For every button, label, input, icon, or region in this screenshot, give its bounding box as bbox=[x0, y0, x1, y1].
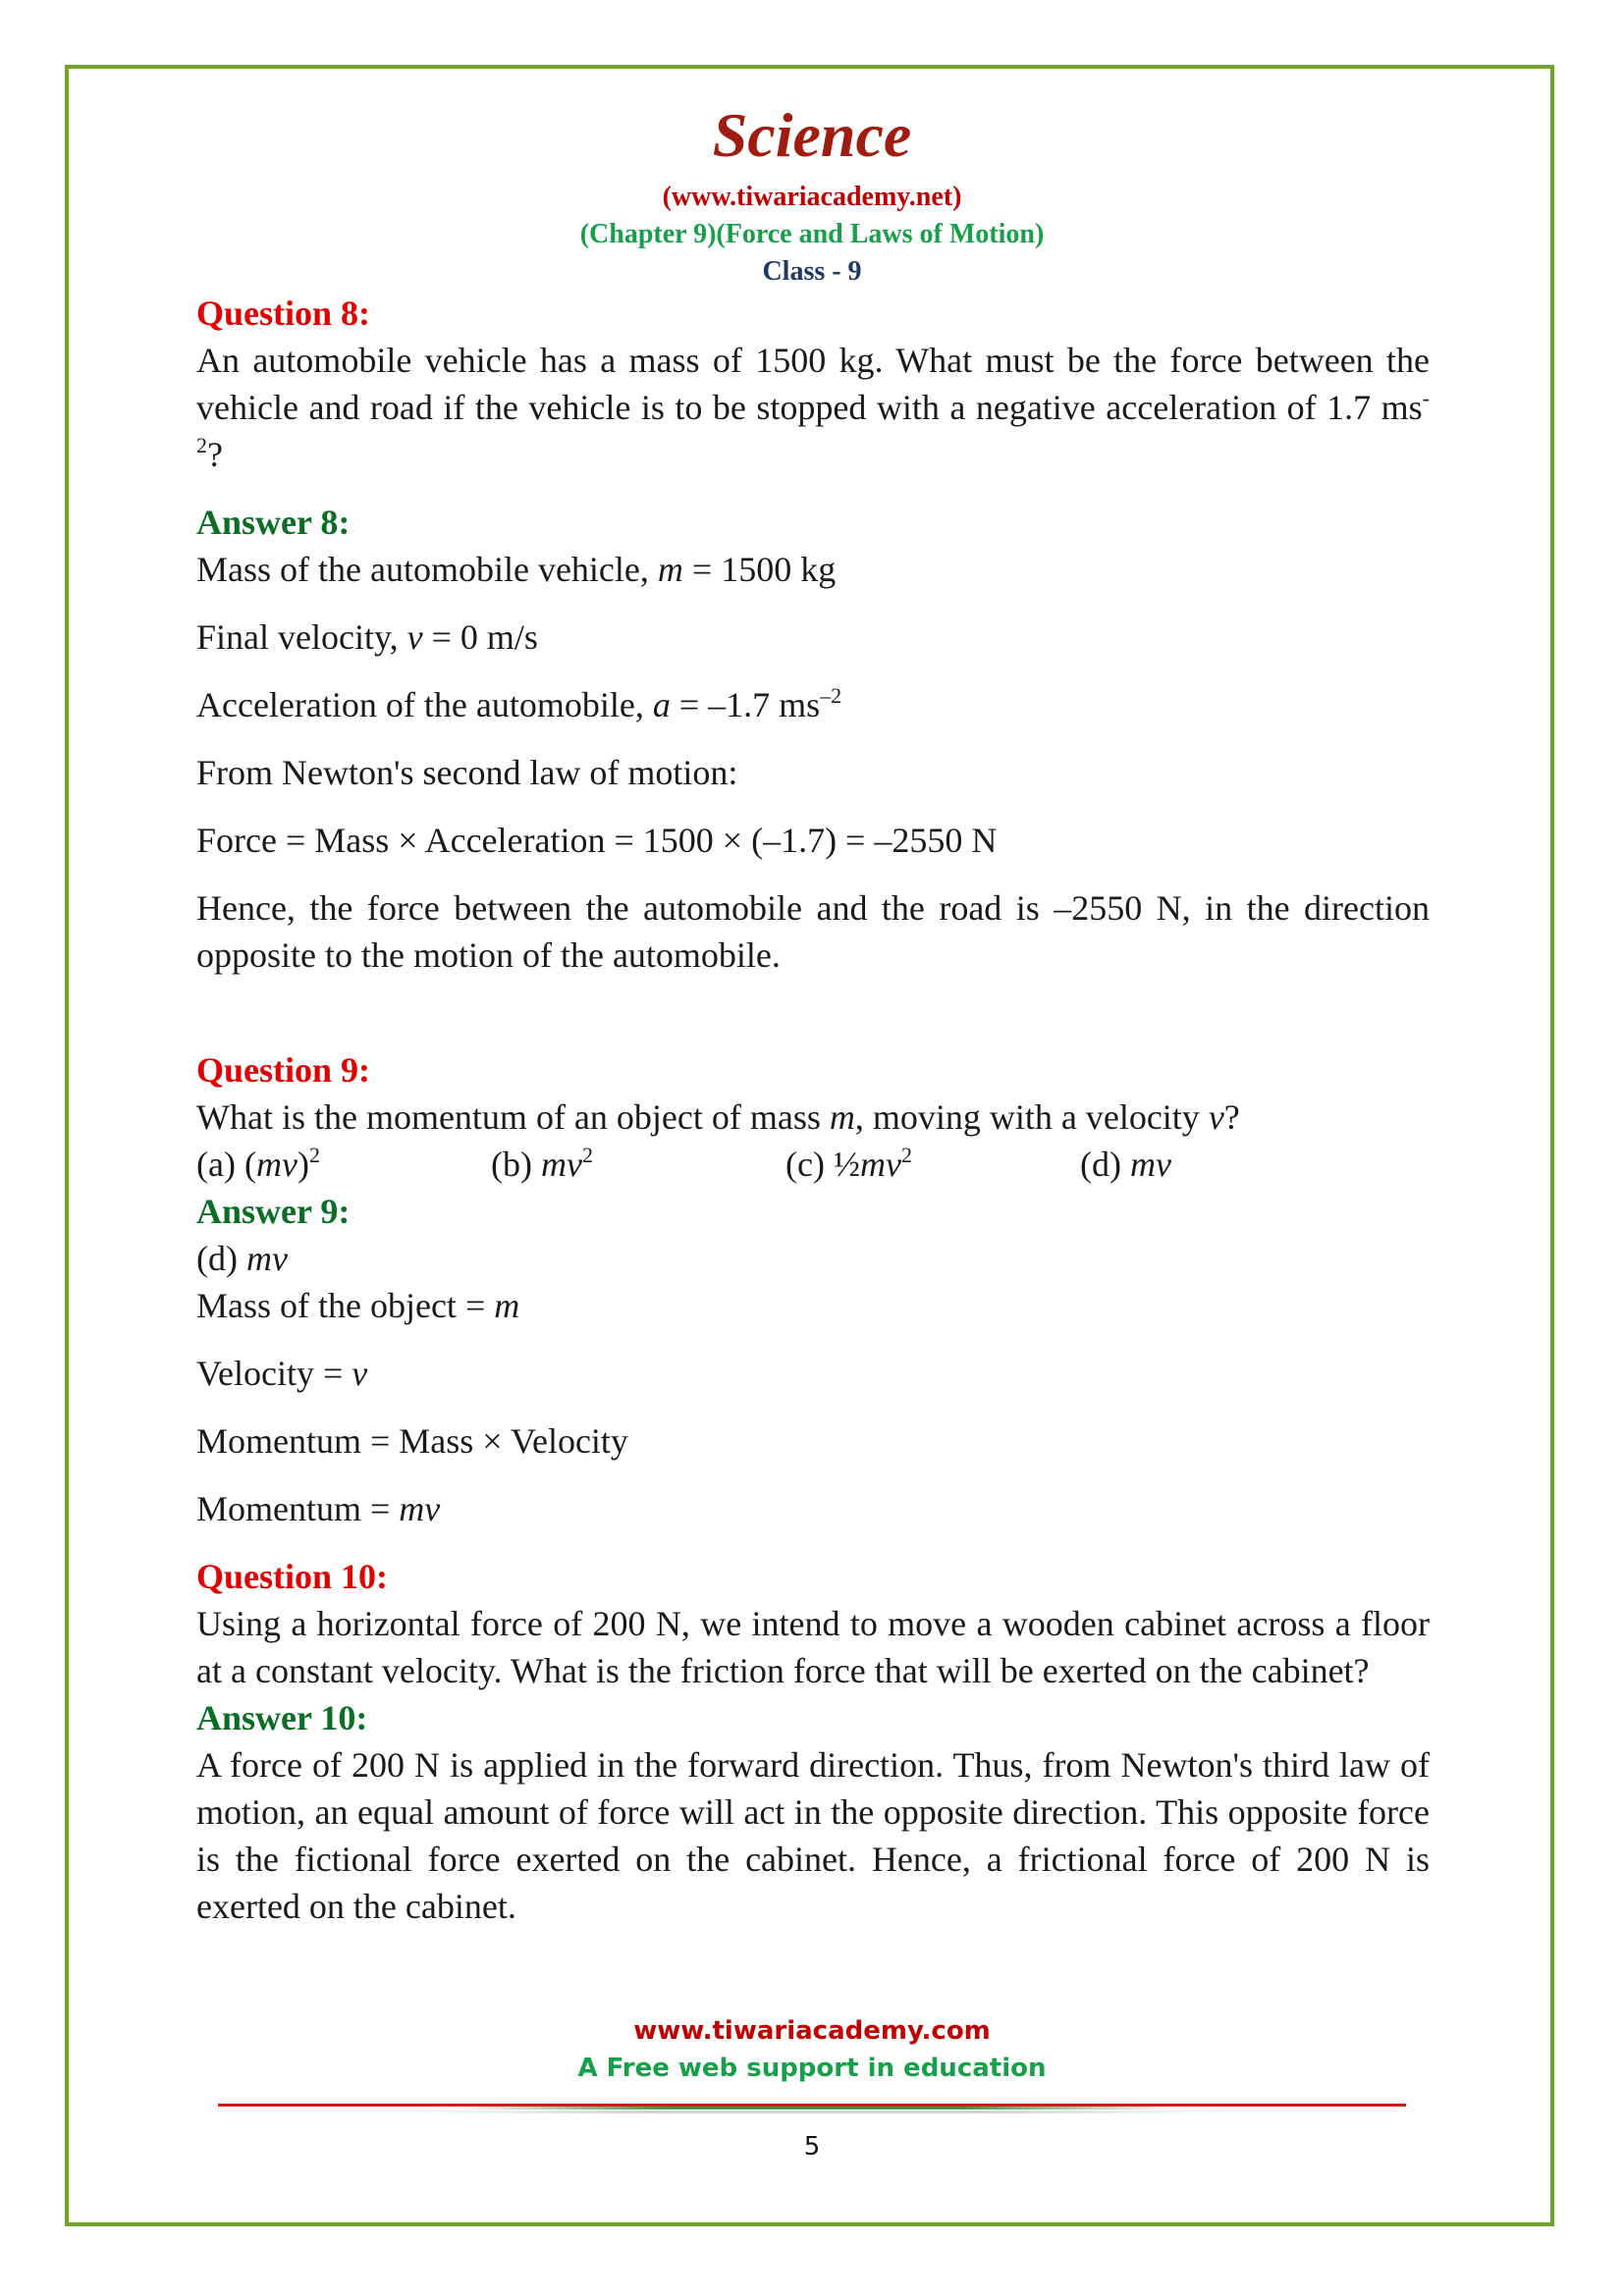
footer-site: www.tiwariacademy.com bbox=[633, 2016, 991, 2046]
answer-9-choice: (d) mv bbox=[196, 1239, 288, 1278]
question-10-text: Using a horizontal force of 200 N, we intend to move a wooden cabinet across a floor at a constant velocity. What is the friction force that will be exerted on the cabinet? bbox=[196, 1604, 1430, 1690]
answer-9-velocity: Velocity = v bbox=[196, 1354, 368, 1393]
page-title: Science bbox=[712, 100, 912, 170]
page-header bbox=[0, 98, 1624, 291]
header-class: Class - 9 bbox=[762, 256, 862, 287]
question-10-label: Question 10: bbox=[196, 1557, 389, 1596]
answer-10-text: A force of 200 N is applied in the forward direction. Thus, from Newton's third law of motion, an equal amount of force will act in the opposite direction. This opposite force is the fictional force exerted on the cabinet. Hence, a frictional force of 200 N is exerted on the cabinet. bbox=[196, 1745, 1430, 1926]
question-8-label: Question 8: bbox=[196, 294, 371, 333]
question-9-options bbox=[196, 1141, 1430, 1188]
header-chapter: (Chapter 9)(Force and Laws of Motion) bbox=[579, 219, 1045, 249]
main-content bbox=[196, 290, 1430, 1930]
footer-tagline: A Free web support in education bbox=[577, 2054, 1047, 2083]
answer-9-mass: Mass of the object = m bbox=[196, 1286, 520, 1325]
question-9-label: Question 9: bbox=[196, 1050, 371, 1090]
answer-8-velocity: Final velocity, v = 0 m/s bbox=[196, 617, 538, 657]
option-d: (d) mv bbox=[1080, 1145, 1171, 1184]
question-9-text: What is the momentum of an object of mass m, moving with a velocity v? bbox=[196, 1097, 1240, 1137]
answer-8-label: Answer 8: bbox=[196, 503, 351, 542]
answer-8-conclusion: Hence, the force between the automobile and the road is –2550 N, in the direction opposite to the motion of the automobile. bbox=[196, 888, 1430, 975]
header-site: (www.tiwariacademy.net) bbox=[662, 182, 962, 212]
question-8-text: An automobile vehicle has a mass of 1500 kg. What must be the force between the vehicle and road if the vehicle is to be stopped with a negative acceleration of 1.7 $ms^{-2}$? bbox=[196, 341, 1430, 474]
option-c: (c) $\frac{1}{2}mv^2$ bbox=[785, 1143, 912, 1184]
footer-rule-gray bbox=[412, 2110, 1218, 2113]
page-footer bbox=[0, 2012, 1624, 2087]
answer-8-force: Force = Mass × Acceleration = 1500 × (–1.7) = –2550 N bbox=[196, 821, 998, 860]
answer-9-momentum: Momentum = mv bbox=[196, 1489, 441, 1528]
answer-9-label: Answer 9: bbox=[196, 1192, 351, 1231]
footer-rule-green bbox=[452, 2107, 1178, 2109]
answer-8-mass: Mass of the automobile vehicle, m = 1500 kg bbox=[196, 550, 837, 589]
page-number: 5 bbox=[803, 2132, 821, 2162]
option-b: (b) $mv^2$ bbox=[491, 1143, 593, 1184]
answer-10-label: Answer 10: bbox=[196, 1698, 368, 1737]
answer-8-acceleration: Acceleration of the automobile, a = –1.7 $ms^{-2}$ bbox=[196, 683, 842, 724]
answer-8-law: From Newton's second law of motion: bbox=[196, 753, 738, 792]
answer-9-momentum-formula: Momentum = Mass × Velocity bbox=[196, 1421, 628, 1461]
option-a: (a) (mv)$^2$ bbox=[196, 1143, 320, 1184]
